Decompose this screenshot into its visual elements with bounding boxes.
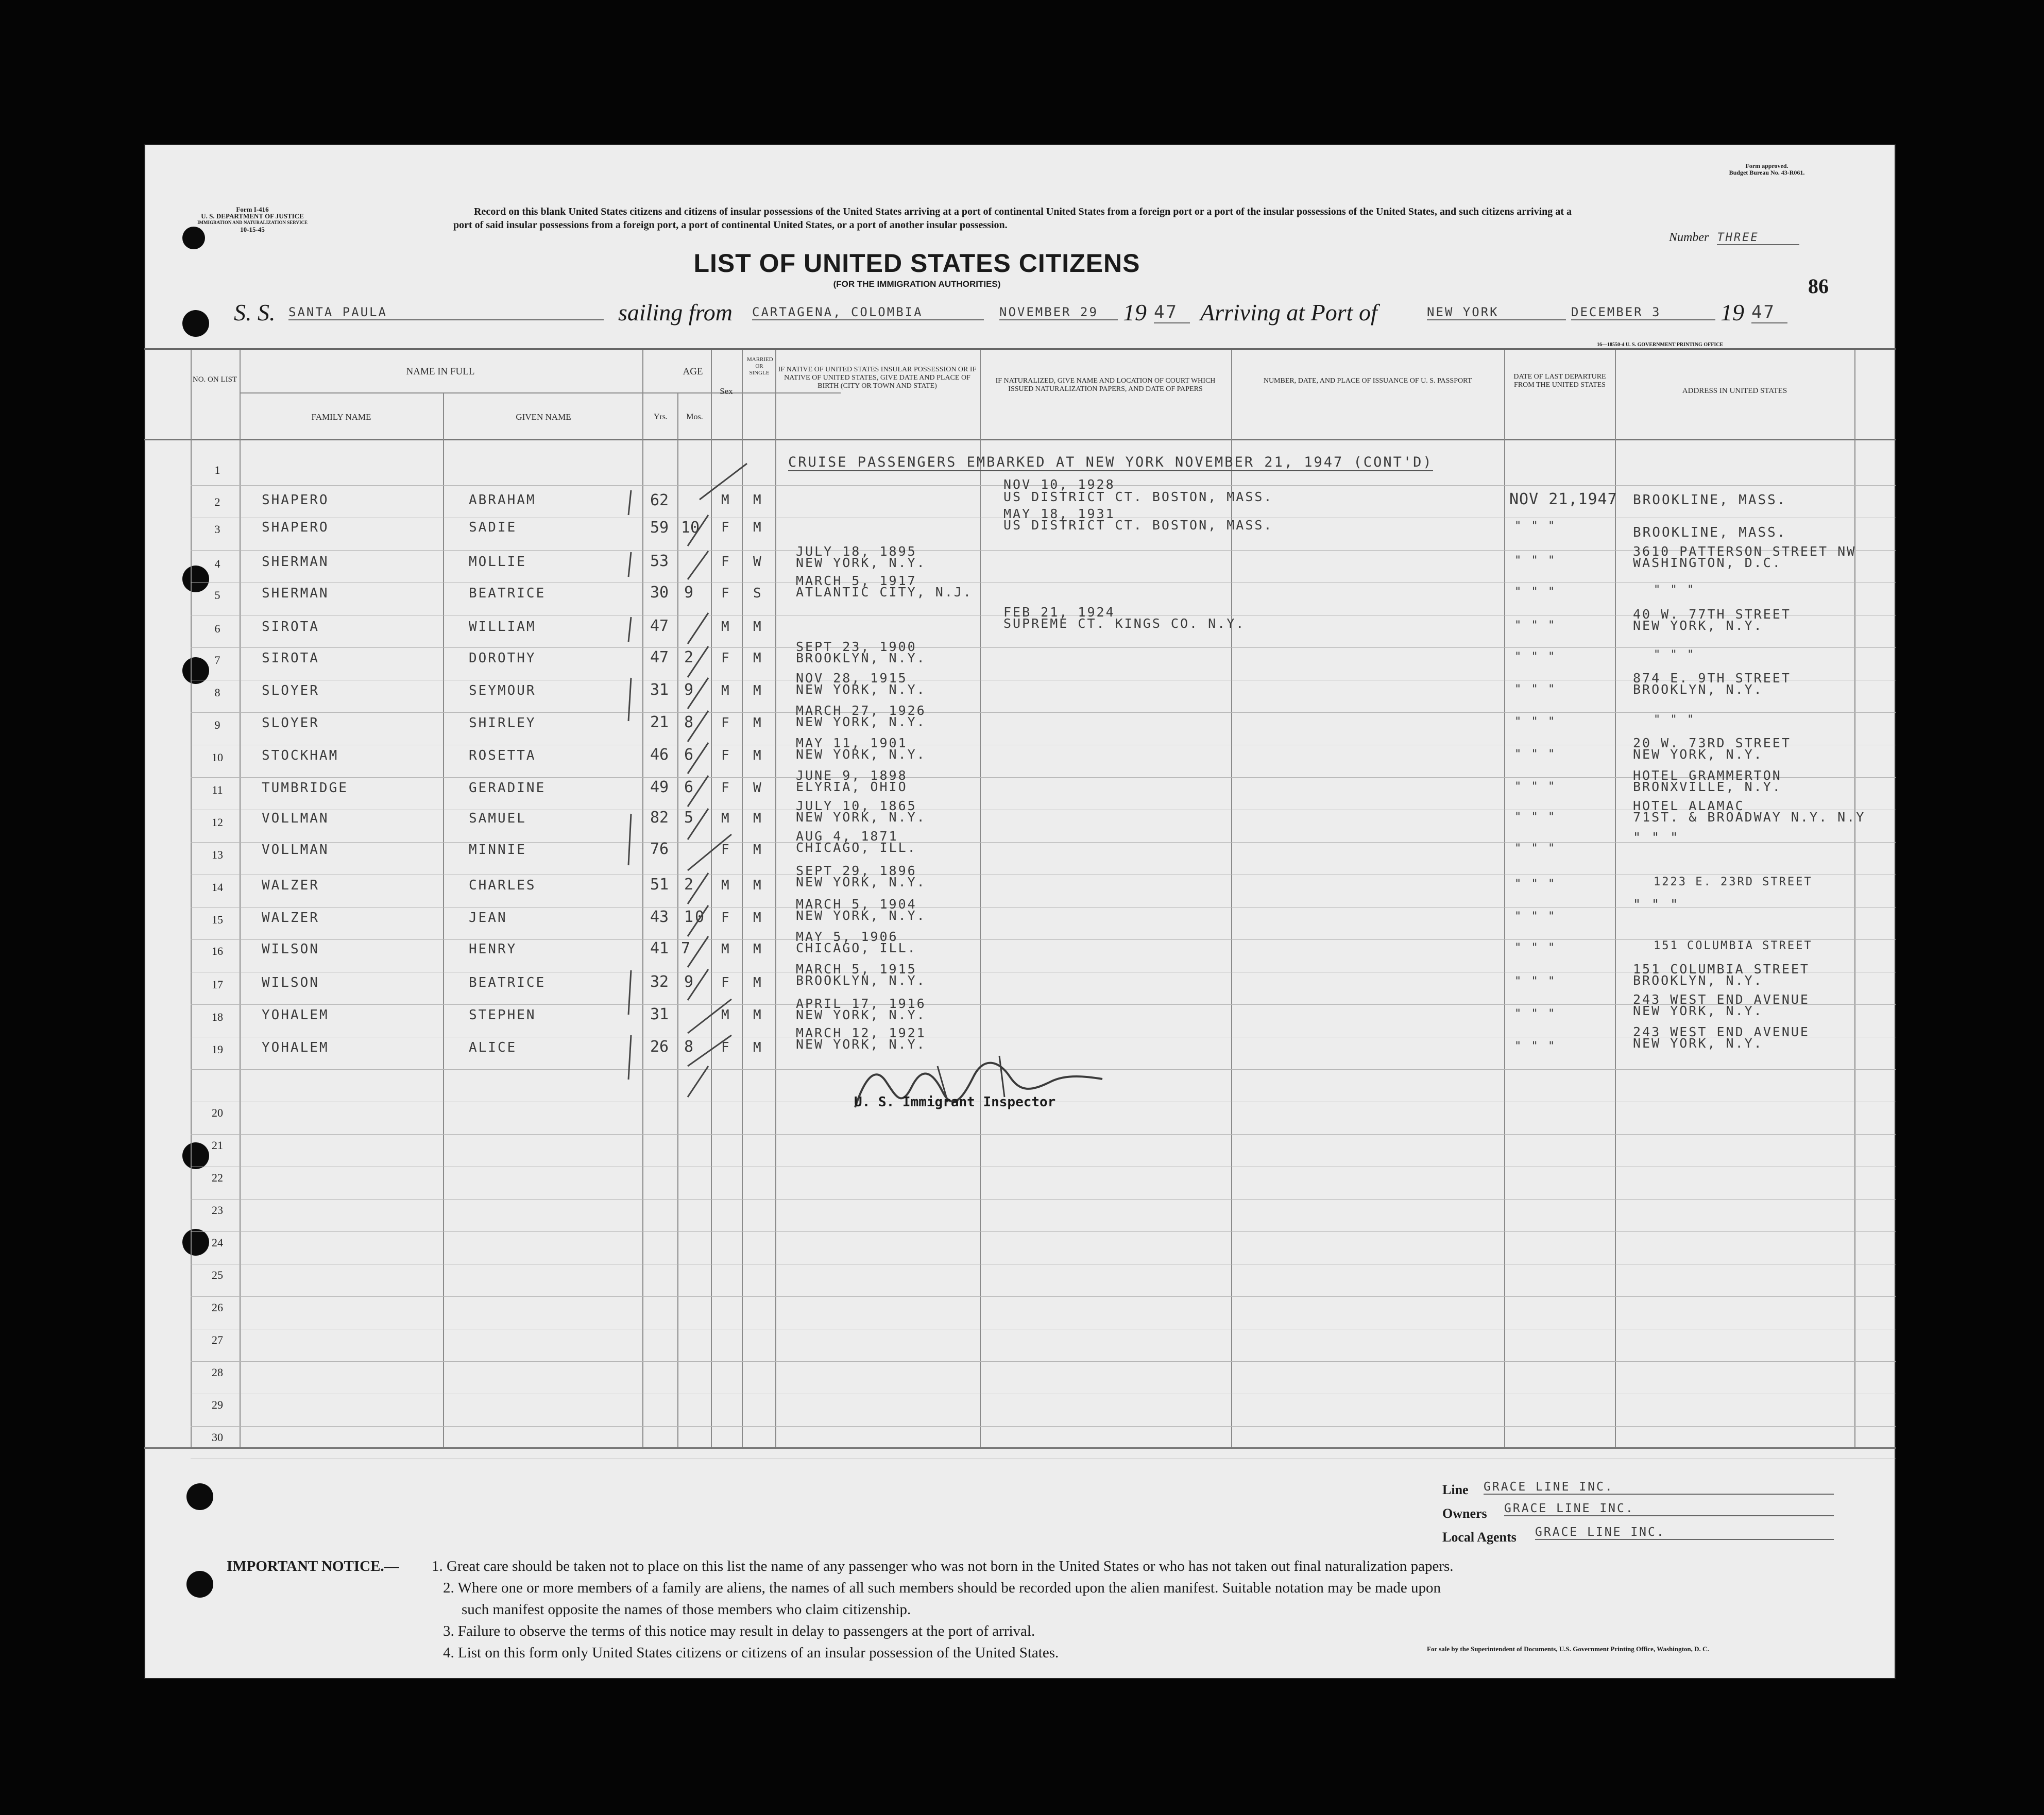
address-line-2: BROOKLYN, N.Y. [1633, 682, 1763, 697]
age-months: 9 [684, 681, 695, 699]
ss-label: S. S. [234, 299, 276, 326]
sex: M [721, 492, 731, 508]
col-yrs: Yrs. [653, 413, 668, 421]
last-departure: " " " [1514, 1007, 1557, 1020]
family-name: SLOYER [262, 683, 319, 698]
age-years: 82 [650, 809, 669, 827]
last-departure: " " " [1514, 715, 1557, 728]
age-years: 59 [650, 519, 669, 537]
age-years: 31 [650, 681, 669, 699]
age-months: 9 [684, 584, 695, 602]
address-line-1: 3610 PATTERSON STREET NW [1633, 544, 1856, 559]
family-name: WILSON [262, 975, 319, 990]
birth-place: NEW YORK, N.Y. [796, 1007, 926, 1022]
address-line-1: " " " [1633, 830, 1680, 845]
address-line-1: 243 WEST END AVENUE [1633, 1024, 1810, 1039]
birth-place: NEW YORK, N.Y. [796, 810, 926, 825]
age-months: 8 [684, 1038, 695, 1056]
row-number: 11 [212, 783, 223, 796]
birth-place: CHICAGO, ILL. [796, 840, 917, 855]
row-number: 17 [212, 978, 223, 991]
last-departure: " " " [1514, 878, 1557, 891]
col-naturalized: IF NATURALIZED, GIVE NAME AND LOCATION OF COURT WHICH ISSUED NATURALIZATION PAPERS, AND DATE OF PAPERS [995, 377, 1216, 393]
birth-place: CHICAGO, ILL. [796, 940, 917, 955]
row-number: 10 [212, 751, 223, 764]
row-number: 30 [212, 1431, 223, 1444]
marital-status: M [753, 842, 763, 858]
row-number: 29 [212, 1398, 223, 1411]
sex: F [721, 910, 731, 926]
given-name: JEAN [469, 910, 507, 926]
address-line-2: NEW YORK, N.Y. [1633, 747, 1763, 762]
birth-date: MARCH 12, 1921 [796, 1025, 926, 1040]
owners-label: Owners [1442, 1506, 1487, 1521]
last-departure: " " " [1514, 683, 1557, 696]
arrival-year-prefix: 19 [1721, 299, 1744, 326]
row-number: 26 [212, 1301, 223, 1314]
birth-date: APRIL 17, 1916 [796, 996, 926, 1011]
row-number: 12 [212, 816, 223, 829]
family-name: SIROTA [262, 650, 319, 666]
address-line-2: NEW YORK, N.Y. [1633, 618, 1763, 633]
marital-status: M [753, 811, 763, 826]
birth-place: BROOKLYN, N.Y. [796, 973, 926, 988]
col-sex: Sex [720, 386, 733, 396]
age-months: 6 [684, 778, 695, 796]
birth-date: SEPT 23, 1900 [796, 639, 917, 654]
age-years: 76 [650, 840, 669, 858]
sex: M [721, 1007, 731, 1023]
sex: F [721, 650, 731, 666]
marital-status: M [753, 1007, 763, 1023]
birth-place: NEW YORK, N.Y. [796, 908, 926, 923]
depart-date: NOVEMBER 29 [999, 305, 1118, 320]
sex: M [721, 683, 731, 698]
col-address: ADDRESS IN UNITED STATES [1682, 387, 1787, 395]
last-departure: " " " [1514, 619, 1557, 632]
family-name: WALZER [262, 910, 319, 926]
family-name: TUMBRIDGE [262, 780, 348, 796]
address-line-1: " " " [1633, 897, 1680, 912]
given-name: WILLIAM [469, 619, 536, 635]
marital-status: M [753, 650, 763, 666]
family-name: WILSON [262, 941, 319, 957]
page-number: 86 [1808, 275, 1829, 298]
given-name: ALICE [469, 1040, 517, 1055]
given-name: SHIRLEY [469, 715, 536, 731]
budget-number: Budget Bureau No. 43-R061. [1729, 169, 1805, 176]
age-months: 8 [684, 713, 695, 731]
last-departure: " " " [1514, 554, 1557, 567]
col-passport: NUMBER, DATE, AND PLACE OF ISSUANCE OF U. S. PASSPORT [1263, 377, 1472, 385]
address-line-1: 20 W. 73RD STREET [1633, 735, 1791, 750]
birth-date: MAY 5, 1906 [796, 929, 898, 944]
address-line-2: 71ST. & BROADWAY N.Y. N.Y [1633, 810, 1866, 825]
birth-date: MARCH 27, 1926 [796, 703, 926, 718]
sex: F [721, 780, 731, 796]
birth-date: JUNE 9, 1898 [796, 768, 908, 783]
sex: M [721, 811, 731, 826]
form-id: Form I-416 [236, 206, 269, 213]
depart-year: 47 [1154, 302, 1190, 323]
age-years: 46 [650, 746, 669, 764]
row-number: 14 [212, 881, 223, 894]
birth-place: NEW YORK, N.Y. [796, 747, 926, 762]
birth-date: MARCH 5, 1904 [796, 897, 917, 912]
row-number: 3 [214, 523, 220, 536]
row-number: 4 [214, 557, 220, 570]
address-line-1: HOTEL GRAMMERTON [1633, 768, 1782, 783]
age-years: 47 [650, 648, 669, 666]
naturalization-date: NOV 10, 1928 [1003, 477, 1115, 492]
address-line-1: 874 E. 9TH STREET [1633, 671, 1791, 686]
birth-date: MARCH 5, 1917 [796, 573, 917, 588]
line-value: GRACE LINE INC. [1484, 1480, 1834, 1495]
row-number: 28 [212, 1366, 223, 1379]
address-line-2: NEW YORK, N.Y. [1633, 1003, 1763, 1018]
col-age: AGE [683, 366, 703, 377]
row-number: 21 [212, 1139, 223, 1152]
cruise-note: CRUISE PASSENGERS EMBARKED AT NEW YORK NOVEMBER 21, 1947 (CONT'D) [788, 454, 1433, 470]
last-departure: " " " [1514, 650, 1557, 663]
last-departure: " " " [1514, 910, 1557, 923]
col-married-single: MARRIED OR SINGLE [747, 356, 773, 376]
address-line-1: " " " [1654, 584, 1696, 596]
given-name: SEYMOUR [469, 683, 536, 698]
family-name: WALZER [262, 878, 319, 893]
naturalization-court: SUPREME CT. KINGS CO. N.Y. [1003, 616, 1246, 631]
row-number: 7 [214, 654, 220, 666]
sex: F [721, 1040, 731, 1055]
given-name: SAMUEL [469, 811, 526, 826]
naturalization-court: US DISTRICT CT. BOSTON, MASS. [1003, 518, 1273, 533]
age-years: 31 [650, 1005, 669, 1023]
notice-4: 4. List on this form only United States citizens or citizens of an insular possession of the United States. [443, 1645, 1059, 1661]
number-caption: Number [1669, 231, 1709, 244]
marital-status: S [753, 586, 763, 601]
arrival-year: 47 [1751, 302, 1787, 323]
last-departure: " " " [1514, 586, 1557, 598]
age-years: 32 [650, 973, 669, 991]
marital-status: M [753, 748, 763, 763]
col-birth: IF NATIVE OF UNITED STATES INSULAR POSSESSION OR IF NATIVE OF UNITED STATES, GIVE DATE AND PLACE OF BIRTH (CITY OR TOWN AND STATE) [778, 366, 977, 390]
birth-date: AUG 4, 1871 [796, 829, 898, 844]
arriving-label: Arriving at Port of [1200, 299, 1377, 326]
notice-2b: such manifest opposite the names of those members who claim citizenship. [462, 1601, 911, 1618]
birth-place: NEW YORK, N.Y. [796, 714, 926, 729]
row-number: 25 [212, 1269, 223, 1281]
address-line-1: BROOKLINE, MASS. [1633, 492, 1787, 508]
family-name: YOHALEM [262, 1040, 329, 1055]
age-months: 6 [684, 746, 695, 764]
sex: F [721, 975, 731, 990]
marital-status: M [753, 715, 763, 731]
naturalization-court: US DISTRICT CT. BOSTON, MASS. [1003, 489, 1273, 504]
arrival-date: DECEMBER 3 [1571, 305, 1715, 320]
last-departure: " " " [1514, 811, 1557, 824]
family-name: STOCKHAM [262, 748, 339, 763]
marital-status: M [753, 910, 763, 926]
age-years: 43 [650, 908, 669, 926]
given-name: MINNIE [469, 842, 526, 858]
marital-status: W [753, 554, 763, 570]
agents-label: Local Agents [1442, 1530, 1517, 1545]
age-years: 47 [650, 617, 669, 635]
age-years: 21 [650, 713, 669, 731]
age-years: 49 [650, 778, 669, 796]
family-name: SHERMAN [262, 586, 329, 601]
birth-date: JULY 18, 1895 [796, 544, 917, 559]
col-last-departure: DATE OF LAST DEPARTURE FROM THE UNITED STATES [1513, 373, 1606, 389]
instructions: Record on this blank United States citizens and citizens of insular possessions of the United States arriving at a port of continental United States from a foreign port or a port of the insular possessions of the United States, and such citizens arriving at a port of said insular possessions from a foreign port, a port of continental United States, or a port of another insular possession. [453, 206, 1572, 231]
sex: F [721, 586, 731, 601]
sex: F [721, 715, 731, 731]
notice-1: 1. Great care should be taken not to place on this list the name of any passenger who was not born in the United States or who has not taken out final naturalization papers. [432, 1558, 1454, 1574]
marital-status: M [753, 619, 763, 635]
birth-date: MARCH 5, 1915 [796, 962, 917, 977]
line-label: Line [1442, 1482, 1469, 1497]
last-departure: " " " [1514, 1040, 1557, 1053]
family-name: SHAPERO [262, 492, 329, 508]
sex: M [721, 878, 731, 893]
marital-status: M [753, 520, 763, 535]
col-given-name: GIVEN NAME [516, 412, 571, 422]
owners-value: GRACE LINE INC. [1504, 1502, 1834, 1516]
sex: F [721, 554, 731, 570]
family-name: VOLLMAN [262, 811, 329, 826]
col-mos: Mos. [686, 413, 703, 421]
birth-date: NOV 28, 1915 [796, 671, 908, 686]
age-years: 53 [650, 552, 669, 570]
birth-place: ATLANTIC CITY, N.J. [796, 585, 973, 600]
naturalization-date: FEB 21, 1924 [1003, 605, 1115, 620]
age-years: 41 [650, 939, 669, 957]
address-line-2: BROOKLYN, N.Y. [1633, 973, 1763, 988]
marital-status: M [753, 878, 763, 893]
department: U. S. DEPARTMENT OF JUSTICE [201, 212, 304, 220]
address-line-1: 1223 E. 23RD STREET [1654, 876, 1813, 888]
age-years: 51 [650, 876, 669, 894]
last-departure: " " " [1514, 941, 1557, 954]
birth-place: NEW YORK, N.Y. [796, 555, 926, 570]
row-number: 22 [212, 1171, 223, 1184]
address-line-1: 151 COLUMBIA STREET [1654, 939, 1813, 952]
given-name: BEATRICE [469, 586, 546, 601]
inspector-label: U. S. Immigrant Inspector [854, 1094, 1056, 1110]
row-number: 27 [212, 1333, 223, 1346]
agents-value: GRACE LINE INC. [1535, 1526, 1834, 1540]
naturalization-date: MAY 18, 1931 [1003, 506, 1115, 521]
row-number: 24 [212, 1236, 223, 1249]
last-departure: " " " [1514, 780, 1557, 793]
inspector-signature [845, 1046, 1113, 1123]
family-name: SHAPERO [262, 520, 329, 535]
form-date: 10-15-45 [240, 226, 265, 233]
row-number: 19 [212, 1043, 223, 1056]
given-name: MOLLIE [469, 554, 526, 570]
row-number: 16 [212, 945, 223, 957]
row-number: 18 [212, 1011, 223, 1023]
row-number: 20 [212, 1106, 223, 1119]
row-number: 9 [214, 718, 220, 731]
family-name: SIROTA [262, 619, 319, 635]
address-line-1: 151 COLUMBIA STREET [1633, 962, 1810, 977]
sex: F [721, 842, 731, 858]
marital-status: W [753, 780, 763, 796]
address-line-1: 40 W. 77TH STREET [1633, 607, 1791, 622]
age-months: 10 [681, 519, 700, 537]
family-name: VOLLMAN [262, 842, 329, 858]
manifest-sheet [144, 144, 1896, 1679]
age-years: 26 [650, 1038, 669, 1056]
given-name: SADIE [469, 520, 517, 535]
given-name: DOROTHY [469, 650, 536, 666]
marital-status: M [753, 492, 763, 508]
age-months: 10 [684, 908, 706, 926]
col-name-in-full: NAME IN FULL [406, 366, 475, 377]
notice-3: 3. Failure to observe the terms of this notice may result in delay to passengers at the port of arrival. [443, 1623, 1035, 1639]
marital-status: M [753, 1040, 763, 1055]
page-title: LIST OF UNITED STATES CITIZENS [693, 249, 1140, 278]
given-name: HENRY [469, 941, 517, 957]
address-line-1: HOTEL ALAMAC [1633, 798, 1745, 813]
age-years: 30 [650, 584, 669, 602]
row-number: 5 [214, 589, 220, 602]
row-number: 8 [214, 686, 220, 699]
number-value: THREE [1717, 231, 1799, 245]
birth-place: NEW YORK, N.Y. [796, 1037, 926, 1052]
row-number: 2 [214, 495, 220, 508]
last-departure: NOV 21,1947 [1509, 490, 1617, 508]
last-departure: " " " [1514, 842, 1557, 855]
birth-place: NEW YORK, N.Y. [796, 875, 926, 889]
address-line-2: NEW YORK, N.Y. [1633, 1036, 1763, 1051]
birth-date: MAY 11, 1901 [796, 735, 908, 750]
col-no: NO. ON LIST [192, 375, 237, 384]
address-line-2: WASHINGTON, D.C. [1633, 555, 1782, 570]
notice-2a: 2. Where one or more members of a family are aliens, the names of all such members should be recorded upon the alien manifest. Suitable notation may be made upon [443, 1580, 1441, 1596]
address-line-1: BROOKLINE, MASS. [1633, 525, 1787, 540]
form-approved: Form approved. [1745, 162, 1788, 169]
gpo-imprint: 16—18550-4 U. S. GOVERNMENT PRINTING OFFICE [1597, 342, 1724, 348]
sex: M [721, 619, 731, 635]
given-name: ROSETTA [469, 748, 536, 763]
row-number: 23 [212, 1204, 223, 1217]
check-marks [144, 144, 1896, 1679]
row-number: 15 [212, 913, 223, 926]
marital-status: M [753, 975, 763, 990]
address-line-2: BRONXVILLE, N.Y. [1633, 779, 1782, 794]
family-name: YOHALEM [262, 1007, 329, 1023]
birth-date: JULY 10, 1865 [796, 798, 917, 813]
family-name: SHERMAN [262, 554, 329, 570]
given-name: BEATRICE [469, 975, 546, 990]
depart-year-prefix: 19 [1123, 299, 1147, 326]
marital-status: M [753, 941, 763, 957]
notice-label: IMPORTANT NOTICE.— [227, 1558, 399, 1574]
row-number: 6 [214, 622, 220, 635]
address-line-1: " " " [1654, 713, 1696, 726]
given-name: STEPHEN [469, 1007, 536, 1023]
family-name: SLOYER [262, 715, 319, 731]
age-months: 2 [684, 648, 695, 666]
birth-place: BROOKLYN, N.Y. [796, 650, 926, 665]
address-line-1: 243 WEST END AVENUE [1633, 992, 1810, 1007]
birth-date: SEPT 29, 1896 [796, 863, 917, 878]
age-months: 7 [681, 939, 691, 957]
sex: F [721, 520, 731, 535]
row-number: 1 [214, 464, 220, 476]
age-months: 9 [684, 973, 695, 991]
birth-place: NEW YORK, N.Y. [796, 682, 926, 697]
given-name: ABRAHAM [469, 492, 536, 508]
from-port: CARTAGENA, COLOMBIA [752, 305, 984, 320]
sex: M [721, 941, 731, 957]
given-name: GERADINE [469, 780, 546, 796]
address-line-1: " " " [1654, 648, 1696, 661]
age-months: 2 [684, 876, 695, 894]
last-departure: " " " [1514, 975, 1557, 988]
sale-imprint: For sale by the Superintendent of Documents, U.S. Government Printing Office, Washington, D. C. [1427, 1645, 1709, 1653]
last-departure: " " " [1514, 748, 1557, 761]
ship-name: SANTA PAULA [288, 305, 604, 320]
sailing-label: sailing from [618, 299, 733, 326]
col-family-name: FAMILY NAME [311, 412, 371, 422]
age-months: 5 [684, 809, 695, 827]
sex: F [721, 748, 731, 763]
row-number: 13 [212, 848, 223, 861]
given-name: CHARLES [469, 878, 536, 893]
service: IMMIGRATION AND NATURALIZATION SERVICE [197, 220, 308, 225]
marital-status: M [753, 683, 763, 698]
birth-place: ELYRIA, OHIO [796, 779, 908, 794]
page-subtitle: (FOR THE IMMIGRATION AUTHORITIES) [833, 279, 1001, 289]
last-departure: " " " [1514, 520, 1557, 533]
arrival-port: NEW YORK [1427, 305, 1566, 320]
age-years: 62 [650, 491, 669, 509]
